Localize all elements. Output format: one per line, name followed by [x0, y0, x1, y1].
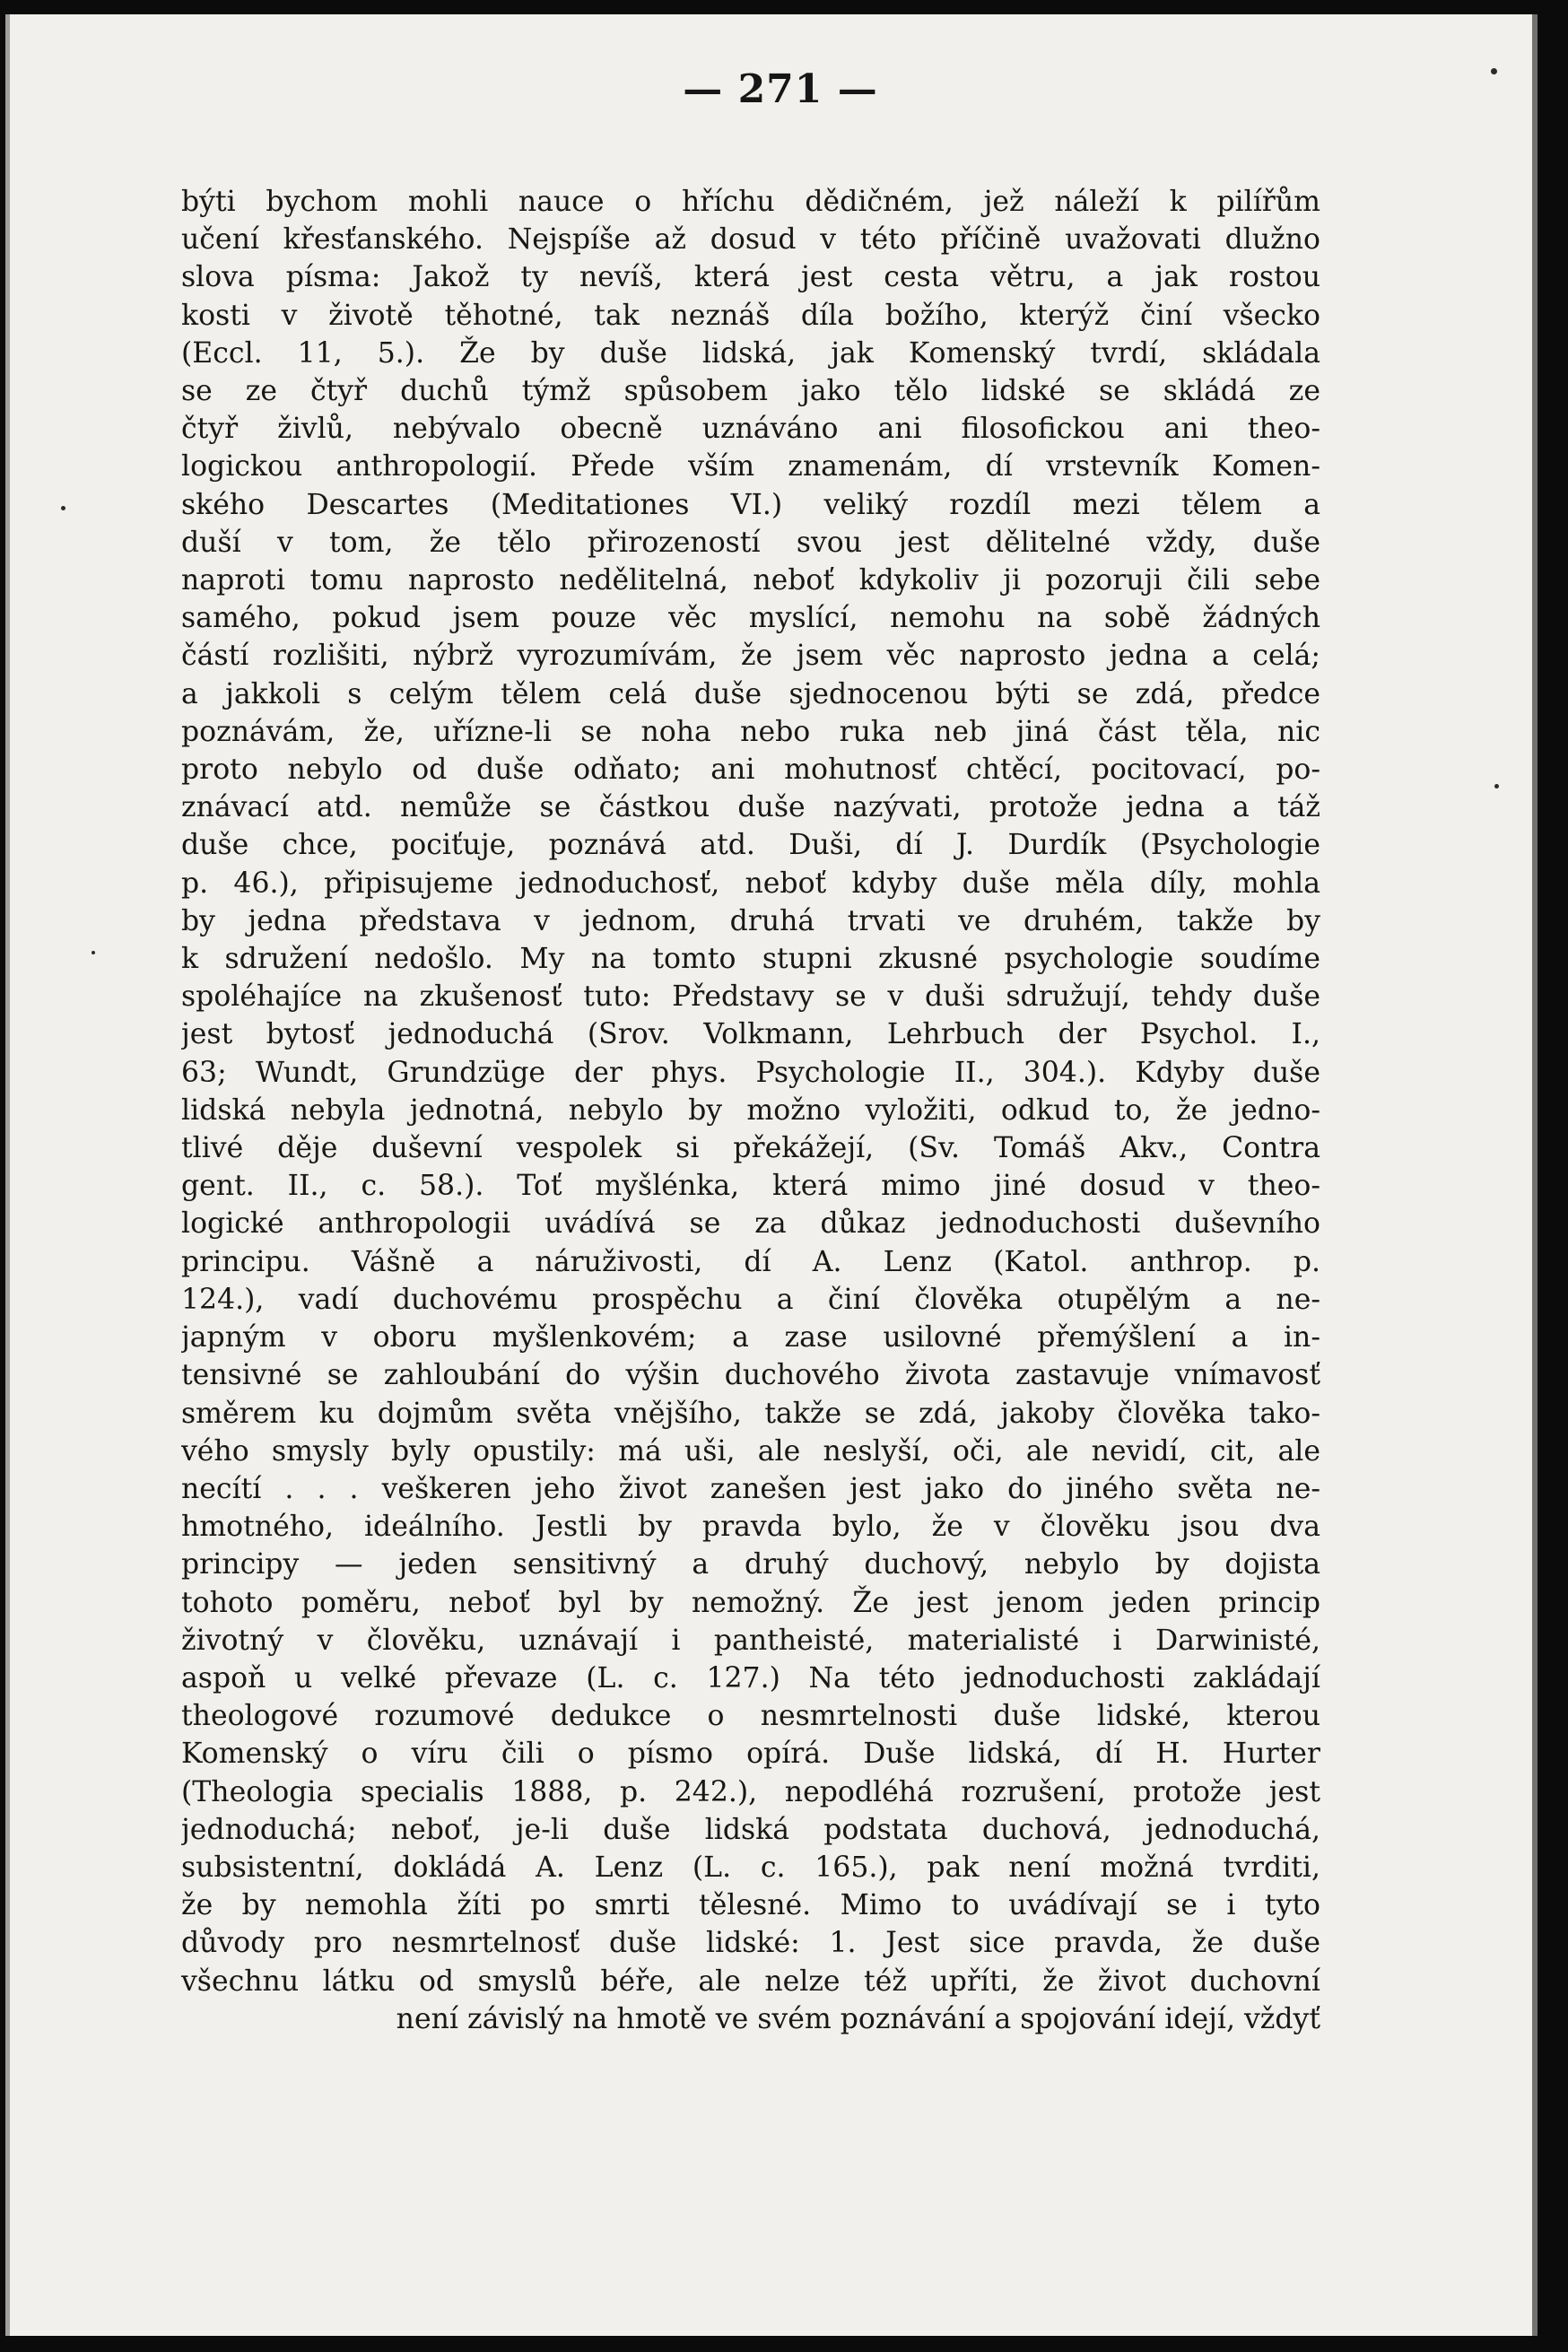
- text-line: čtyř živlů, nebývalo obecně uznáváno ani filosofickou ani theo-: [181, 413, 1320, 446]
- body-text: [181, 183, 1320, 2038]
- text-line: japným v oboru myšlenkovém; a zase usilovné přemýšlení a in-: [181, 1321, 1320, 1355]
- text-line: tohoto poměru, neboť byl by nemožný. Že jest jenom jeden princip: [181, 1586, 1320, 1619]
- page-number: — 271 —: [683, 66, 878, 112]
- text-line: tensivné se zahloubání do výšin duchového života zastavuje vnímavosť: [181, 1359, 1320, 1392]
- text-line: theologové rozumové dedukce o nesmrtelnosti duše lidské, kterou: [181, 1700, 1320, 1733]
- scan-speck: [91, 951, 95, 954]
- text-line: samého, pokud jsem pouze věc myslící, nemohu na sobě žádných: [181, 602, 1320, 635]
- text-line: proto nebylo od duše odňato; ani mohutnosť chtěcí, pocitovací, po-: [181, 754, 1320, 787]
- text-line: 63; Wundt, Grundzüge der phys. Psychologie II., 304.). Kdyby duše: [181, 1056, 1320, 1089]
- scan-speck: [61, 506, 65, 510]
- page-edge-shadow: [1532, 14, 1538, 2336]
- text-line: tlivé děje duševní vespolek si překážejí, (Sv. Tomáš Akv., Contra: [181, 1132, 1320, 1165]
- text-line: by jedna představa v jednom, druhá trvati ve druhém, takže by: [181, 904, 1320, 937]
- text-line: se ze čtyř duchů týmž spůsobem jako tělo lidské se skládá ze: [181, 375, 1320, 408]
- text-line: životný v člověku, uznávají i pantheisté, materialisté i Darwinisté,: [181, 1624, 1320, 1657]
- text-line: že by nemohla žíti po smrti tělesné. Mimo to uvádívají se i tyto: [181, 1889, 1320, 1922]
- text-line: lidská nebyla jednotná, nebylo by možno vyložiti, odkud to, že jedno-: [181, 1093, 1320, 1127]
- page-edge-shadow: [5, 14, 10, 2336]
- text-line: vého smysly byly opustily: má uši, ale neslyší, oči, ale nevidí, cit, ale: [181, 1434, 1320, 1468]
- scanned-page: [5, 14, 1538, 2336]
- text-line: (Theologia specialis 1888, p. 242.), nepodléhá rozrušení, protože jest: [181, 1775, 1320, 1808]
- text-line: k sdružení nedošlo. My na tomto stupni zkusné psychologie soudíme: [181, 943, 1320, 976]
- text-line: směrem ku dojmům světa vnějšího, takže se zdá, jakoby člověka tako-: [181, 1397, 1320, 1430]
- text-line: ského Descartes (Meditationes VI.) veliký rozdíl mezi tělem a: [181, 488, 1320, 521]
- text-line: jest bytosť jednoduchá (Srov. Volkmann, Lehrbuch der Psychol. I.,: [181, 1018, 1320, 1051]
- text-line: Komenský o víru čili o písmo opírá. Duše lidská, dí H. Hurter: [181, 1738, 1320, 1771]
- text-line: principu. Vášně a náruživosti, dí A. Lenz (Katol. anthrop. p.: [181, 1245, 1320, 1278]
- text-line: p. 46.), připisujeme jednoduchosť, neboť kdyby duše měla díly, mohla: [181, 867, 1320, 900]
- text-line: hmotného, ideálního. Jestli by pravda bylo, že v člověku jsou dva: [181, 1511, 1320, 1544]
- text-line: (Eccl. 11, 5.). Že by duše lidská, jak Komenský tvrdí, skládala: [181, 336, 1320, 370]
- text-line: duše chce, pociťuje, poznává atd. Duši, dí J. Durdík (Psychologie: [181, 829, 1320, 862]
- text-line: naproti tomu naprosto nedělitelná, neboť kdykoliv ji pozoruji čili sebe: [181, 564, 1320, 597]
- text-line: necítí . . . veškeren jeho život zanešen jest jako do jiného světa ne-: [181, 1472, 1320, 1505]
- text-line: gent. II., c. 58.). Toť myšlénka, která mimo jiné dosud v theo-: [181, 1170, 1320, 1203]
- text-line: znávací atd. nemůže se částkou duše nazývati, protože jedna a táž: [181, 791, 1320, 824]
- text-line: spoléhajíce na zkušenosť tuto: Představy se v duši sdružují, tehdy duše: [181, 980, 1320, 1014]
- text-line: důvody pro nesmrtelnosť duše lidské: 1. Jest sice pravda, že duše: [181, 1927, 1320, 1960]
- text-line: slova písma: Jakož ty nevíš, která jest cesta větru, a jak rostou: [181, 261, 1320, 294]
- text-line: a jakkoli s celým tělem celá duše sjednocenou býti se zdá, předce: [181, 677, 1320, 710]
- text-line: 124.), vadí duchovému prospěchu a činí člověka otupělým a ne-: [181, 1283, 1320, 1316]
- text-line: principy — jeden sensitivný a druhý duchový, nebylo by dojista: [181, 1548, 1320, 1581]
- text-line: subsistentní, dokládá A. Lenz (L. c. 165.), pak není možná tvrditi,: [181, 1851, 1320, 1884]
- scan-speck: [1491, 68, 1497, 74]
- text-line: kosti v životě těhotné, tak neznáš díla božího, kterýž činí všecko: [181, 299, 1320, 332]
- scan-speck: [1494, 784, 1499, 788]
- text-line: částí rozlišiti, nýbrž vyrozumívám, že jsem věc naprosto jedna a celá;: [181, 640, 1320, 673]
- text-line: jednoduchá; neboť, je-li duše lidská podstata duchová, jednoduchá,: [181, 1813, 1320, 1846]
- text-line: býti bychom mohli nauce o hříchu dědičném, jež náleží k pilířům: [181, 186, 1320, 218]
- text-line: poznávám, že, uřízne-li se noha nebo ruka neb jiná část těla, nic: [181, 715, 1320, 748]
- text-line: učení křesťanského. Nejspíše až dosud v této příčině uvažovati dlužno: [181, 223, 1320, 257]
- text-line: duší v tom, že tělo přirozeností svou jest dělitelné vždy, duše: [181, 526, 1320, 559]
- text-line: logickou anthropologií. Přede vším znamenám, dí vrstevník Komen-: [181, 450, 1320, 483]
- text-line: logické anthropologii uvádívá se za důkaz jednoduchosti duševního: [181, 1207, 1320, 1241]
- text-line: všechnu látku od smyslů béře, ale nelze též upříti, že život duchovní: [181, 1964, 1320, 1998]
- text-line: není závislý na hmotě ve svém poznávání a spojování idejí, vždyť: [396, 2002, 1320, 2035]
- text-line: aspoň u velké převaze (L. c. 127.) Na této jednoduchosti zakládají: [181, 1661, 1320, 1694]
